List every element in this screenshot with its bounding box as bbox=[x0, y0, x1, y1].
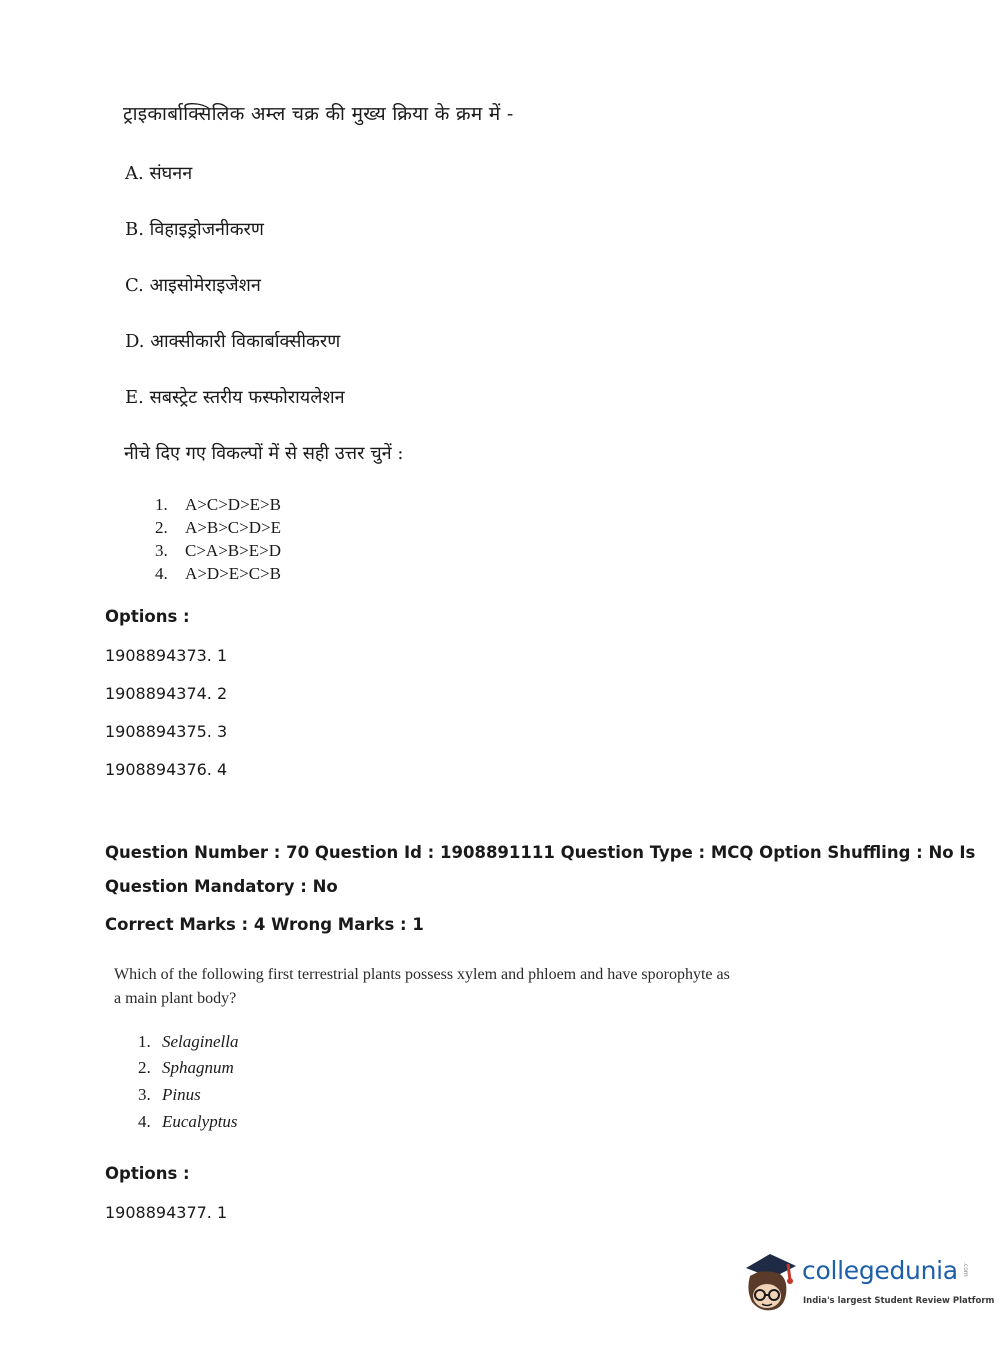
statement-e: E. सबस्ट्रेट स्तरीय फस्फोरायलेशन bbox=[125, 387, 345, 408]
question-1-title: ट्राइकार्बाक्सिलिक अम्ल चक्र की मुख्य क्रिया के क्रम में - bbox=[123, 103, 514, 125]
logo-wordmark: collegedunia bbox=[802, 1256, 958, 1285]
student-mascot-icon bbox=[740, 1250, 802, 1320]
question-1-choice bbox=[155, 518, 281, 538]
statement-d: D. आक्सीकारी विकार्बाक्सीकरण bbox=[125, 331, 341, 352]
question-2-choice bbox=[138, 1112, 238, 1132]
option-item: 1908894377. 1 bbox=[105, 1203, 228, 1222]
choice-text: Sphagnum bbox=[162, 1058, 234, 1077]
collegedunia-logo bbox=[740, 1250, 995, 1320]
question-1-choice bbox=[155, 564, 281, 584]
statement-c: C. आइसोमेराइजेशन bbox=[125, 275, 261, 296]
question-1-choice bbox=[155, 495, 281, 515]
statement-a: A. संघनन bbox=[125, 163, 193, 184]
question-marks: Correct Marks : 4 Wrong Marks : 1 bbox=[105, 915, 424, 934]
choice-text: Selaginella bbox=[162, 1032, 239, 1051]
choice-number: 3. bbox=[138, 1085, 151, 1104]
question-mandatory: Question Mandatory : No bbox=[105, 877, 338, 896]
choice-number: 1. bbox=[138, 1032, 151, 1051]
logo-tagline: India's largest Student Review Platform bbox=[803, 1296, 995, 1306]
choice-text: A>B>C>D>E bbox=[185, 518, 281, 537]
question-2-text: Which of the following first terrestrial plants possess xylem and phloem and have sporophyte as a main plant body? bbox=[114, 966, 730, 1007]
option-item: 1908894373. 1 bbox=[105, 646, 228, 665]
choice-text: Eucalyptus bbox=[162, 1112, 238, 1131]
question-2-choice bbox=[138, 1032, 238, 1052]
statement-b: B. विहाइड्रोजनीकरण bbox=[125, 219, 264, 240]
choice-text: A>D>E>C>B bbox=[185, 564, 281, 583]
choice-text: C>A>B>E>D bbox=[185, 541, 281, 560]
choice-text: Pinus bbox=[162, 1085, 201, 1104]
choice-number: 2. bbox=[155, 518, 168, 537]
logo-suffix: .com bbox=[962, 1262, 969, 1277]
choice-text: A>C>D>E>B bbox=[185, 495, 281, 514]
question-1-choice bbox=[155, 541, 281, 561]
options-label: Options : bbox=[105, 607, 190, 626]
question-1-instruction: नीचे दिए गए विकल्पों में से सही उत्तर चुनें : bbox=[124, 443, 404, 464]
question-2-choice bbox=[138, 1058, 234, 1078]
option-item: 1908894375. 3 bbox=[105, 722, 228, 741]
option-item: 1908894374. 2 bbox=[105, 684, 228, 703]
choice-number: 4. bbox=[138, 1112, 151, 1131]
option-item: 1908894376. 4 bbox=[105, 760, 228, 779]
question-2-choice bbox=[138, 1085, 201, 1105]
choice-number: 4. bbox=[155, 564, 168, 583]
question-meta: Question Number : 70 Question Id : 1908891111 Question Type : MCQ Option Shuffling : No Is bbox=[105, 843, 976, 862]
choice-number: 1. bbox=[155, 495, 168, 514]
choice-number: 2. bbox=[138, 1058, 151, 1077]
choice-number: 3. bbox=[155, 541, 168, 560]
options-label: Options : bbox=[105, 1164, 190, 1183]
